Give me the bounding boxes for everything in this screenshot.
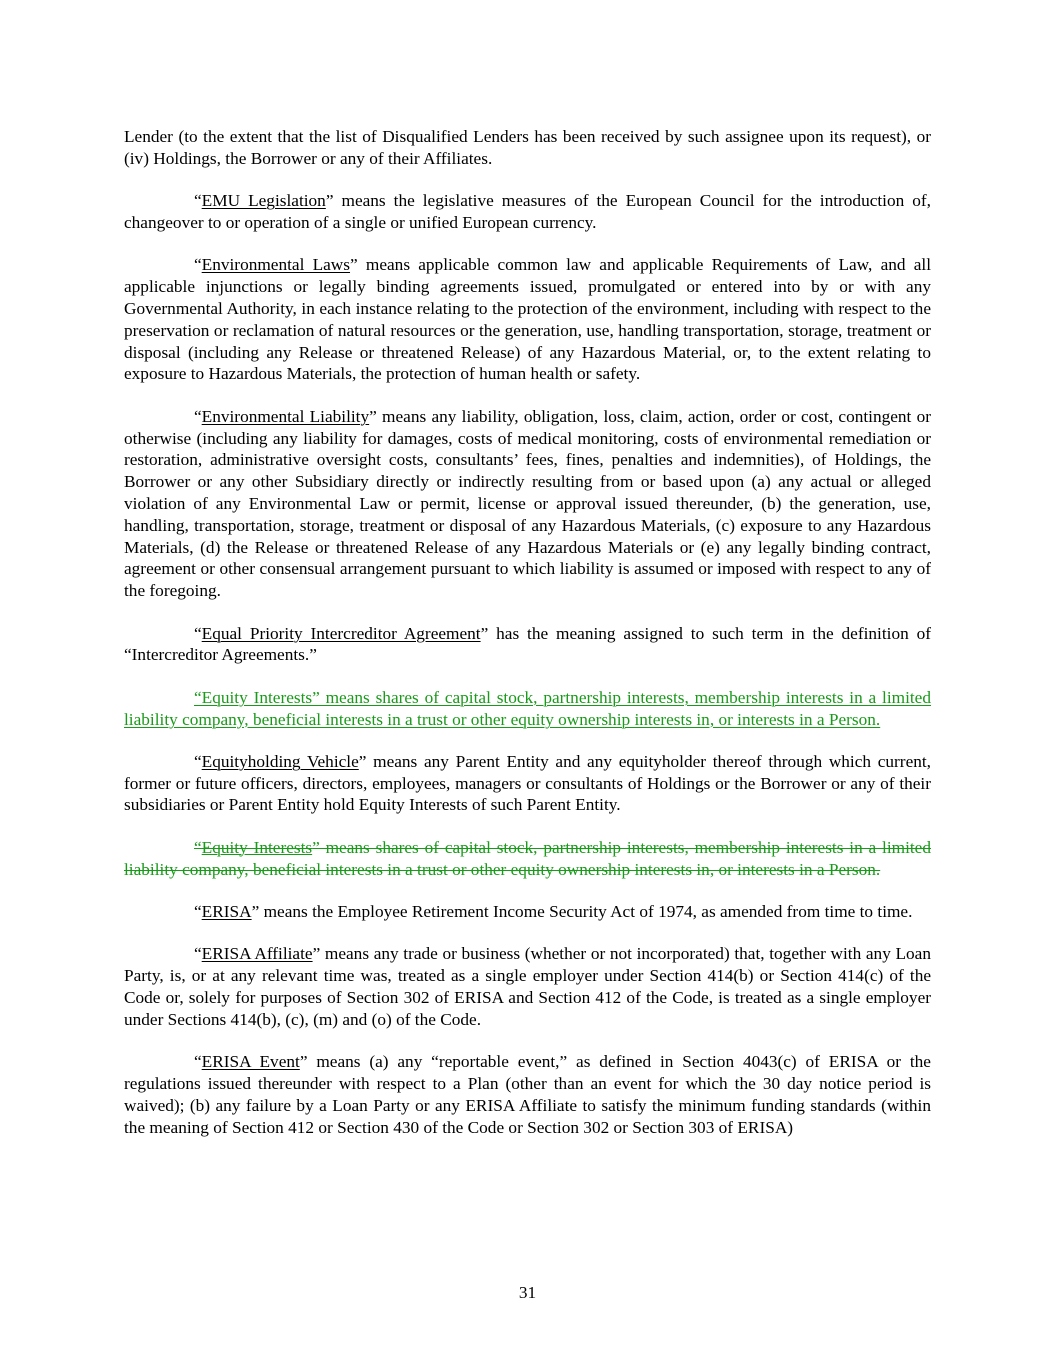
definition-erisa bbox=[124, 901, 931, 923]
defined-term: Equal Priority Intercreditor Agreement bbox=[201, 623, 481, 643]
defined-term: ERISA bbox=[201, 902, 252, 922]
defined-term: ERISA Event bbox=[201, 1052, 300, 1072]
open-quote: “ bbox=[194, 751, 202, 771]
defined-term: EMU Legislation bbox=[201, 191, 326, 211]
definition-environmental-laws bbox=[124, 254, 931, 385]
defined-term: Environmental Laws bbox=[201, 255, 351, 275]
definition-text: ” has the meaning assigned to such term in the definition of “Intercreditor Agreements.” bbox=[124, 623, 931, 665]
definition-emu-legislation bbox=[124, 190, 931, 234]
open-quote: “ bbox=[194, 944, 202, 964]
defined-term: Equityholding Vehicle bbox=[201, 751, 359, 771]
definition-text: ” means any trade or business (whether or not incorporated) that, together with any Loan Party, is, or at any relevant time was, treated as a single employer under Section 414(b) or Section 414(c) of the Code or, solely for purposes of Section 302 of ERISA and Section 412 of the Code, is treated as a single employer under Sections 414(b), (c), (m) and (o) of the Code. bbox=[124, 944, 931, 1029]
open-quote: “ bbox=[194, 406, 202, 426]
definition-text: ” means the Employee Retirement Income Security Act of 1974, as amended from time to time. bbox=[251, 902, 913, 922]
definition-text: ” means applicable common law and applicable Requirements of Law, and all applicable injunctions or legally binding agreements issued, promulgated or entered into by or with any Governmental Authority, in each instance relating to the protection of the environment, including with respect to the preservation or reclamation of natural resources or the generation, use, handling transportation, storage, treatment or disposal (including any Release or threatened Release) of any Hazardous Material, or, to the extent relating to exposure to Hazardous Materials, the protection of human health or safety. bbox=[124, 255, 931, 384]
inserted-revision-text: “Equity Interests” means shares of capital stock, partnership interests, membership interests in a limited liability company, beneficial interests in a trust or other equity ownership interests in, or interests in a Person. bbox=[124, 687, 931, 729]
open-quote: “ bbox=[194, 1052, 202, 1072]
definition-text: ” means the legislative measures of the European Council for the introduction of, changeover to or operation of a single or unified European currency. bbox=[124, 191, 931, 232]
definition-environmental-liability bbox=[124, 406, 931, 602]
page-number: 31 bbox=[518, 1283, 537, 1302]
definition-text: ” means any liability, obligation, loss, claim, action, order or cost, contingent or otherwise (including any liability for damages, costs of medical monitoring, costs of environmental remediation or restoration, administrative oversight costs, consultants’ fees, fines, penalties and indemnities), of Holdings, the Borrower or any other Subsidiary directly or indirectly resulting from or based upon (a) any actual or alleged violation of any Environmental Law or permit, license or approval issued thereunder, (b) the generation, use, handling, transportation, storage, treatment or disposal of any Hazardous Materials, (c) exposure to any Hazardous Materials, (d) the Release or threatened Release of any Hazardous Materials or (e) any legally binding contract, agreement or other consensual arrangement pursuant to which liability is assumed or imposed with respect to any of the foregoing. bbox=[124, 406, 931, 601]
defined-term: ERISA Affiliate bbox=[201, 944, 313, 964]
definition-erisa-affiliate bbox=[124, 943, 931, 1030]
definition-equity-interests-deleted bbox=[124, 837, 931, 881]
definition-text: ” means any Parent Entity and any equityholder thereof through which current, former or future officers, directors, employees, managers or consultants of Holdings or the Borrower or any of their subsidiaries or Parent Entity hold Equity Interests of such Parent Entity. bbox=[124, 751, 931, 815]
deleted-revision-text bbox=[124, 838, 931, 879]
open-quote: “ bbox=[194, 623, 202, 643]
definition-equityholding-vehicle bbox=[124, 751, 931, 816]
open-quote: “ bbox=[194, 255, 202, 275]
paragraph-continuation: Lender (to the extent that the list of Disqualified Lenders has been received by such assignee upon its request), or (iv) Holdings, the Borrower or any of their Affiliates. bbox=[124, 127, 931, 168]
definition-erisa-event bbox=[124, 1051, 931, 1138]
document-body bbox=[124, 126, 931, 1159]
open-quote: “ bbox=[194, 837, 202, 857]
definition-equal-priority-intercreditor-agreement bbox=[124, 623, 931, 667]
defined-term: Environmental Liability bbox=[201, 406, 370, 426]
definition-equity-interests-inserted bbox=[124, 687, 931, 731]
open-quote: “ bbox=[194, 191, 202, 211]
defined-term: Equity Interests bbox=[201, 837, 313, 857]
open-quote: “ bbox=[194, 902, 202, 922]
definition-text: ” means (a) any “reportable event,” as defined in Section 4043(c) of ERISA or the regulations issued thereunder with respect to a Plan (other than an event for which the 30 day notice period is waived); (b) any failure by a Loan Party or any ERISA Affiliate to satisfy the minimum funding standards (within the meaning of Section 412 or Section 430 of the Code or Section 302 or Section 303 of ERISA) bbox=[124, 1052, 931, 1137]
definition-text: ” means shares of capital stock, partnership interests, membership interests in a limited liability company, beneficial interests in a trust or other equity ownership interests in, or interests in a Person. bbox=[124, 837, 931, 879]
